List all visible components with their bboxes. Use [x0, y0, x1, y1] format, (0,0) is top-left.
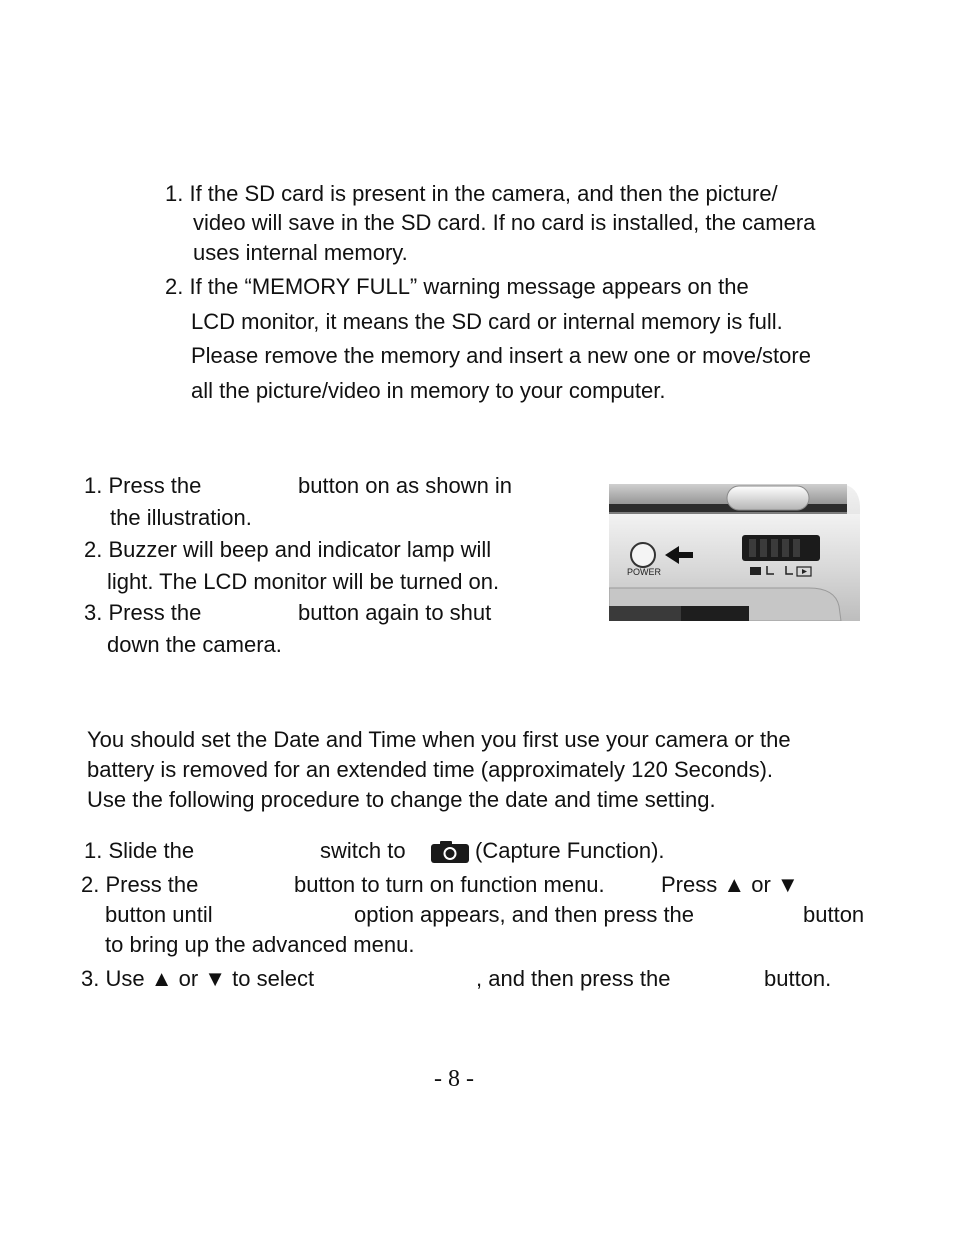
- note-line-7: all the picture/video in memory to your computer.: [191, 378, 666, 403]
- datetime-step-2d: button until: [105, 902, 213, 927]
- power-step-3c: down the camera.: [107, 632, 282, 657]
- datetime-intro-2: battery is removed for an extended time (approximately 120 Seconds).: [87, 757, 774, 782]
- note-line-4: 2. If the “MEMORY FULL” warning message appears on the: [165, 274, 749, 299]
- datetime-step-1c: (Capture Function).: [475, 838, 665, 863]
- datetime-intro-3: Use the following procedure to change the date and time setting.: [87, 787, 716, 812]
- power-step-3a: 3. Press the: [84, 600, 202, 625]
- power-step-3b: button again to shut: [298, 600, 492, 625]
- page-number: - 8 -: [434, 1066, 474, 1092]
- datetime-step-2b: button to turn on function menu.: [294, 872, 605, 897]
- datetime-step-2g: to bring up the advanced menu.: [105, 932, 415, 957]
- datetime-step-1b: switch to: [320, 838, 406, 863]
- power-step-1b: button on as shown in: [298, 473, 513, 498]
- datetime-step-3a: 3. Use ▲ or ▼ to select: [81, 966, 315, 991]
- power-step-1c: the illustration.: [110, 505, 252, 530]
- note-line-6: Please remove the memory and insert a new one or move/store: [191, 343, 811, 368]
- datetime-step-2f: button: [803, 902, 865, 927]
- camera-top-illustration: [609, 466, 861, 621]
- note-line-5: LCD monitor, it means the SD card or internal memory is full.: [191, 309, 783, 334]
- datetime-step-2c: Press ▲ or ▼: [661, 872, 799, 897]
- note-line-3: uses internal memory.: [193, 240, 408, 265]
- power-step-2a: 2. Buzzer will beep and indicator lamp will: [84, 537, 492, 562]
- datetime-step-2a: 2. Press the: [81, 872, 199, 897]
- datetime-step-3b: , and then press the: [476, 966, 671, 991]
- camera-icon: [430, 840, 470, 864]
- datetime-step-3c: button.: [764, 966, 832, 991]
- power-step-2b: light. The LCD monitor will be turned on.: [107, 569, 500, 594]
- note-line-1: 1. If the SD card is present in the camera, and then the picture/: [165, 181, 778, 206]
- datetime-step-2e: option appears, and then press the: [354, 902, 695, 927]
- datetime-step-1a: 1. Slide the: [84, 838, 195, 863]
- note-line-2: video will save in the SD card. If no card is installed, the camera: [193, 210, 816, 235]
- power-step-1a: 1. Press the: [84, 473, 202, 498]
- power-label: POWER: [627, 567, 662, 577]
- datetime-intro-1: You should set the Date and Time when you first use your camera or the: [87, 727, 791, 752]
